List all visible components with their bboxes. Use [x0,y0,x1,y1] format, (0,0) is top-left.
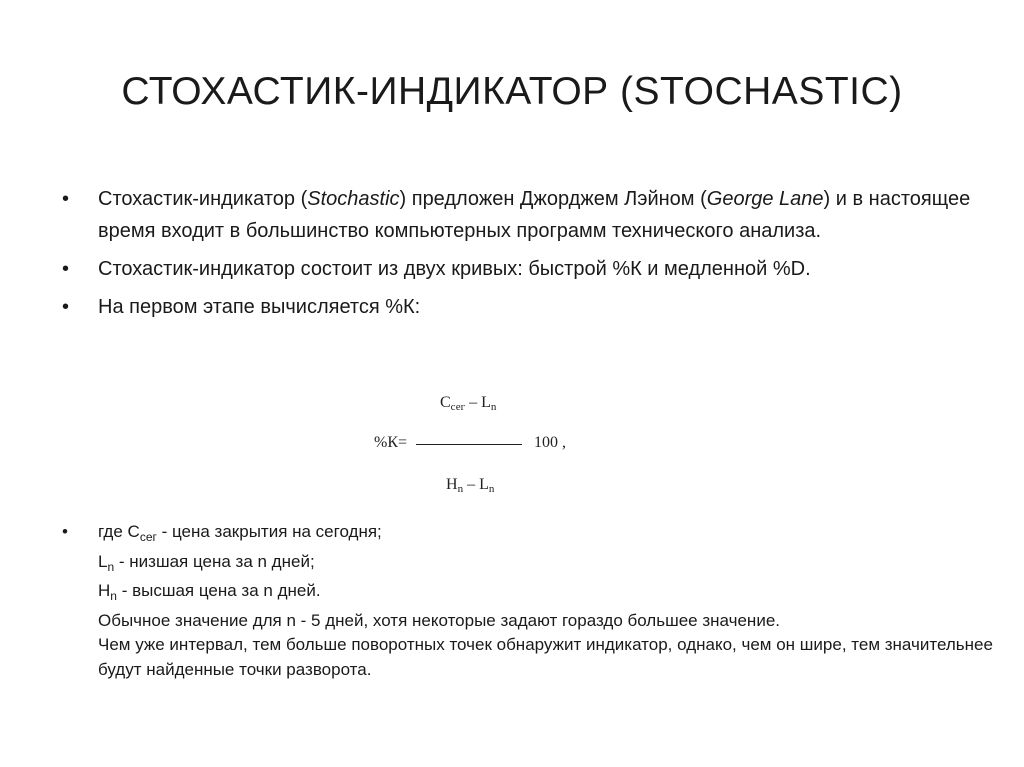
bullet-italic-term: Stochastic [307,188,400,210]
bullet-marker: • [62,522,68,541]
notes-block [62,520,1002,682]
bullet-marker: • [62,188,70,210]
bullet-list [62,183,982,329]
note-line-typical: Обычное значение для n - 5 дней, хотя некоторые задают гораздо большее значение. [98,610,780,630]
bullet-marker: • [62,258,70,280]
note-line-high: $H_n$ - высшая цена за n дней. [98,581,321,603]
formula-numerator: Cсег – Ln [440,394,497,413]
bullet-text-part: ) предложен Джорджем Лэйном ( [399,188,707,210]
note-line-interval: Чем уже интервал, тем больше поворотных точек обнаружит индикатор, однако, чем он шире, тем значительнее будут найденные точки разворота. [98,635,993,679]
bullet-text-part: Стохастик-индикатор ( [98,188,308,210]
formula-fraction-bar [416,444,522,445]
bullet-text-part: ) и в настоящее время входит в большинство компьютерных программ технического анализа. [98,188,971,242]
formula-multiplier: 100 , [534,434,566,451]
bullet-item-step [62,291,982,323]
formula-lhs: %К= [374,434,408,451]
k-formula [370,386,610,496]
note-line-close: где $С_{сег}$ - цена закрытия на сегодня; [98,522,382,544]
bullet-marker: • [62,296,70,318]
bullet-italic-term: George Lane [706,188,824,210]
slide-title: СТОХАСТИК-ИНДИКАТОР (STOCHASTIC) [121,70,903,113]
note-line-low: $L_n$ - низшая цена за n дней; [98,551,315,574]
bullet-item-curves [62,253,982,285]
notes-body [62,520,1002,682]
bullet-text: На первом этапе вычисляется %К: [98,296,421,318]
bullet-item-intro [62,183,982,247]
formula-denominator: Hn – Ln [446,476,495,495]
bullet-text: Стохастик-индикатор состоит из двух кривых: быстрой %К и медленной %D. [98,258,811,280]
